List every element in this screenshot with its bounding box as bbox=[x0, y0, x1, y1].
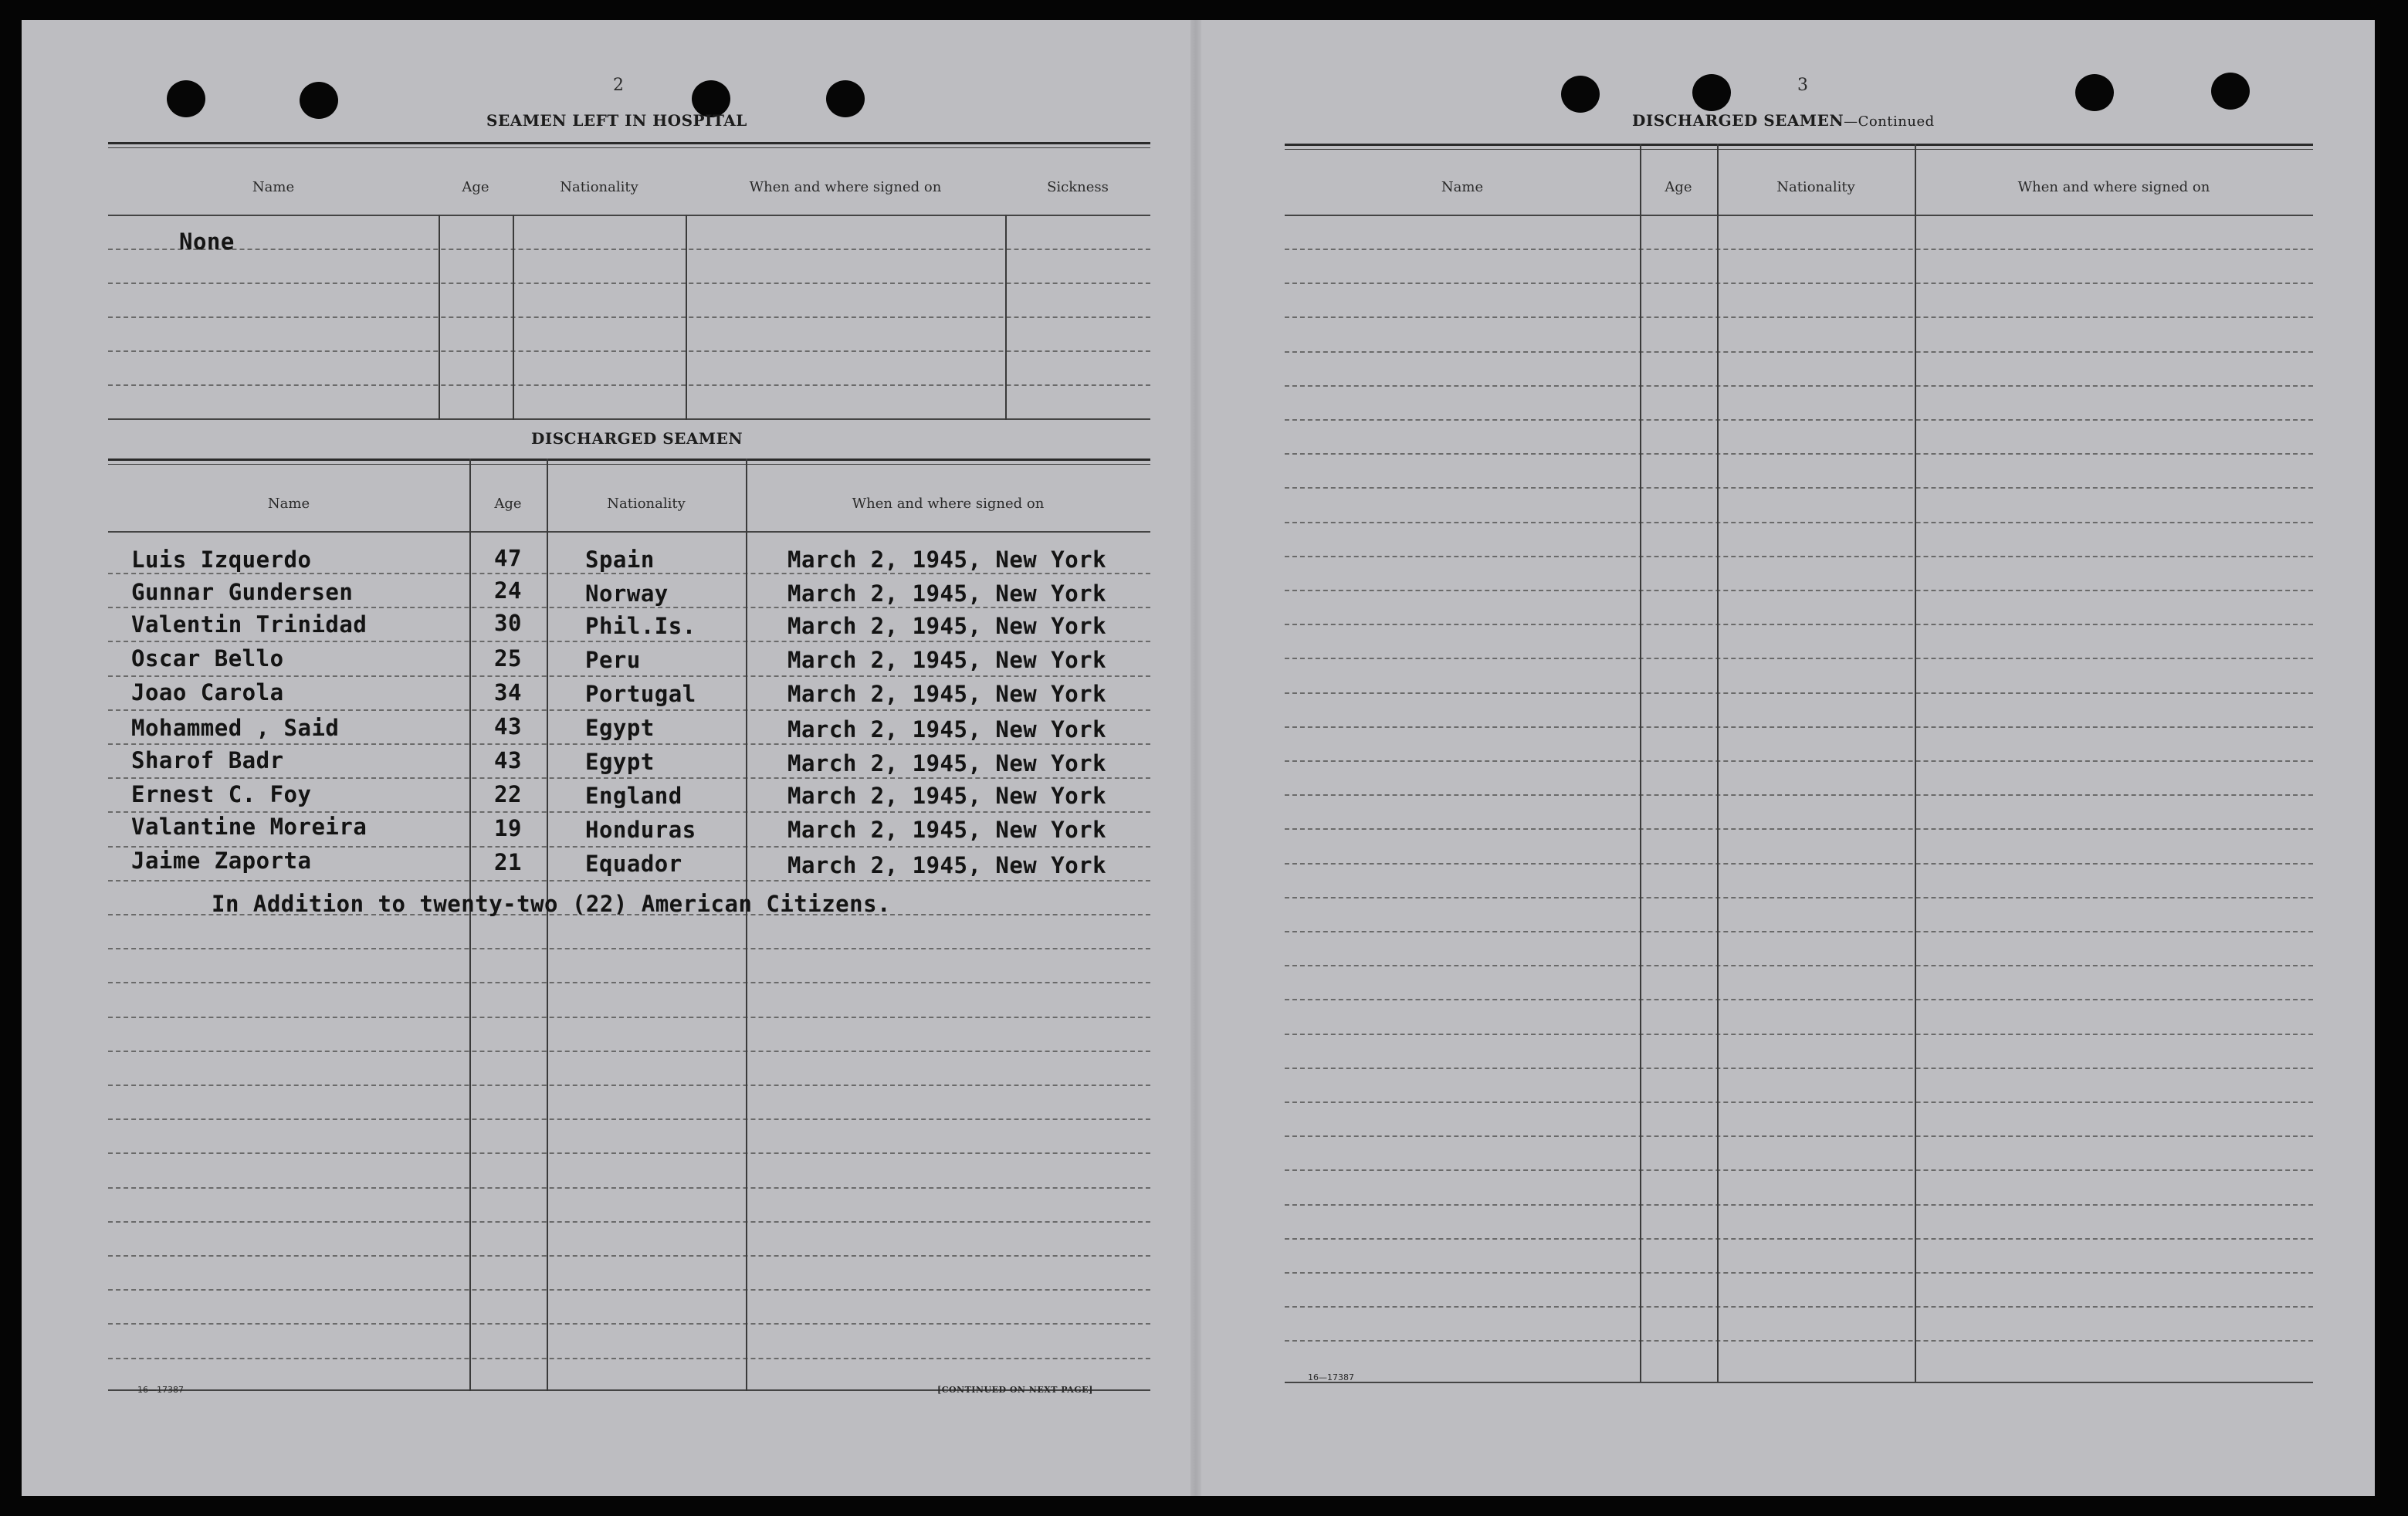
col-header-age: Age bbox=[462, 179, 489, 195]
row-nationality: Phil.Is. bbox=[585, 613, 696, 639]
col-header-signed-on: When and where signed on bbox=[749, 179, 942, 195]
row-age: 47 bbox=[494, 545, 522, 571]
row-signed-on: March 2, 1945, New York bbox=[787, 783, 1107, 809]
discharged-continued-title bbox=[1632, 111, 1935, 130]
ruled-line bbox=[108, 948, 1150, 949]
ruled-line bbox=[108, 1221, 1150, 1223]
form-number: 16—17387 bbox=[1308, 1372, 1354, 1382]
punch-hole bbox=[167, 80, 205, 117]
ruled-line bbox=[1285, 385, 2313, 387]
ruled-line bbox=[108, 1051, 1150, 1052]
ruled-line bbox=[1285, 453, 2313, 455]
ruled-line bbox=[108, 1255, 1150, 1257]
col-header-sickness: Sickness bbox=[1047, 179, 1109, 195]
ruled-line bbox=[1285, 760, 2313, 762]
ruled-line bbox=[1285, 1238, 2313, 1240]
discharged-title: DISCHARGED SEAMEN bbox=[531, 429, 743, 448]
row-nationality: Norway bbox=[585, 580, 669, 607]
ruled-line bbox=[1285, 828, 2313, 830]
col-header-age: Age bbox=[494, 496, 522, 512]
col-header-age: Age bbox=[1665, 179, 1692, 195]
page-number: 3 bbox=[1797, 76, 1808, 95]
ruled-line bbox=[1285, 1135, 2313, 1137]
col-header-signed-on: When and where signed on bbox=[2017, 179, 2210, 195]
ruled-line bbox=[1285, 726, 2313, 728]
col-header-signed-on: When and where signed on bbox=[852, 496, 1045, 512]
ruled-line bbox=[108, 709, 1150, 711]
row-nationality: Egypt bbox=[585, 715, 655, 741]
ruled-line bbox=[1285, 1101, 2313, 1103]
row-signed-on: March 2, 1945, New York bbox=[787, 681, 1107, 707]
punch-hole bbox=[2075, 74, 2114, 111]
row-age: 24 bbox=[494, 577, 522, 604]
col-header-name: Name bbox=[267, 496, 310, 512]
ruled-line bbox=[1285, 931, 2313, 932]
row-age: 19 bbox=[494, 815, 522, 841]
ruled-line bbox=[1285, 794, 2313, 796]
row-age: 22 bbox=[494, 781, 522, 807]
ruled-line bbox=[1285, 658, 2313, 659]
ruled-line bbox=[1285, 897, 2313, 898]
page-number: 2 bbox=[613, 76, 624, 95]
ruled-line bbox=[108, 743, 1150, 745]
row-signed-on: March 2, 1945, New York bbox=[787, 716, 1107, 743]
row-signed-on: March 2, 1945, New York bbox=[787, 852, 1107, 878]
ruled-line bbox=[108, 777, 1150, 779]
row-nationality: Honduras bbox=[585, 817, 696, 843]
title-text: DISCHARGED SEAMEN bbox=[1632, 111, 1844, 130]
punch-hole bbox=[1561, 76, 1600, 113]
ruled-line bbox=[108, 641, 1150, 642]
row-age: 43 bbox=[494, 713, 522, 739]
row-nationality: Egypt bbox=[585, 749, 655, 775]
col-header-nationality: Nationality bbox=[560, 179, 638, 195]
hospital-table bbox=[108, 142, 1150, 428]
ruled-line bbox=[1285, 965, 2313, 966]
ruled-line bbox=[108, 1289, 1150, 1291]
row-signed-on: March 2, 1945, New York bbox=[787, 647, 1107, 673]
ruled-line bbox=[108, 1017, 1150, 1018]
row-nationality: Peru bbox=[585, 647, 641, 673]
ruled-line bbox=[108, 1152, 1150, 1154]
row-name: Jaime Zaporta bbox=[131, 848, 312, 874]
row-nationality: Equador bbox=[585, 851, 682, 877]
row-signed-on: March 2, 1945, New York bbox=[787, 613, 1107, 639]
hospital-title: SEAMEN LEFT IN HOSPITAL bbox=[486, 111, 747, 130]
ruled-line bbox=[108, 1085, 1150, 1086]
col-header-name: Name bbox=[1441, 179, 1484, 195]
ruled-line bbox=[108, 1323, 1150, 1325]
ruled-line bbox=[1285, 624, 2313, 625]
row-signed-on: March 2, 1945, New York bbox=[787, 817, 1107, 843]
ruled-line bbox=[108, 607, 1150, 608]
ruled-line bbox=[1285, 1169, 2313, 1171]
ruled-line bbox=[108, 1118, 1150, 1120]
row-name: Oscar Bello bbox=[131, 645, 284, 672]
punch-hole bbox=[1692, 74, 1731, 111]
form-number: 16—17387 bbox=[137, 1385, 184, 1395]
ruled-line bbox=[1285, 1272, 2313, 1274]
row-signed-on: March 2, 1945, New York bbox=[787, 750, 1107, 777]
discharged-table bbox=[108, 459, 1150, 1392]
col-header-nationality: Nationality bbox=[607, 496, 686, 512]
punch-hole bbox=[300, 82, 338, 119]
row-name: Gunnar Gundersen bbox=[131, 579, 354, 605]
ruled-line bbox=[1285, 590, 2313, 591]
ruled-line bbox=[1285, 556, 2313, 557]
row-name: Mohammed , Said bbox=[131, 715, 340, 741]
ruled-line bbox=[1285, 351, 2313, 353]
discharged-continued-table bbox=[1285, 144, 2313, 1386]
ruled-line bbox=[108, 1358, 1150, 1359]
row-name: Joao Carola bbox=[131, 679, 284, 706]
ruled-line bbox=[1285, 283, 2313, 284]
row-signed-on: March 2, 1945, New York bbox=[787, 580, 1107, 607]
ruled-line bbox=[1285, 1068, 2313, 1069]
ruled-line bbox=[1285, 692, 2313, 694]
ruled-line bbox=[1285, 999, 2313, 1000]
row-age: 34 bbox=[494, 679, 522, 706]
ruled-line bbox=[1285, 863, 2313, 865]
ruled-line bbox=[108, 573, 1150, 574]
document-sheet bbox=[22, 20, 2375, 1496]
ruled-line bbox=[1285, 249, 2313, 250]
row-name: Valantine Moreira bbox=[131, 814, 367, 840]
ruled-line bbox=[108, 880, 1150, 882]
ruled-line bbox=[108, 982, 1150, 983]
row-name: Sharof Badr bbox=[131, 747, 284, 773]
ruled-line bbox=[1285, 487, 2313, 489]
row-age: 30 bbox=[494, 610, 522, 636]
ruled-line bbox=[108, 675, 1150, 677]
ruled-line bbox=[108, 1187, 1150, 1189]
ruled-line bbox=[1285, 522, 2313, 523]
row-nationality: Spain bbox=[585, 547, 655, 573]
row-nationality: Portugal bbox=[585, 681, 696, 707]
row-name: Ernest C. Foy bbox=[131, 781, 312, 807]
american-citizens-note: In Addition to twenty-two (22) American Citizens. bbox=[212, 891, 892, 917]
row-signed-on: March 2, 1945, New York bbox=[787, 547, 1107, 573]
page-fold bbox=[1190, 20, 1201, 1496]
ruled-line bbox=[1285, 1034, 2313, 1035]
row-name: Luis Izquerdo bbox=[131, 547, 312, 573]
ruled-line bbox=[1285, 419, 2313, 421]
row-age: 25 bbox=[494, 645, 522, 672]
col-header-name: Name bbox=[252, 179, 295, 195]
ruled-line bbox=[1285, 316, 2313, 318]
hospital-none-entry: None bbox=[179, 228, 235, 255]
title-suffix: —Continued bbox=[1844, 113, 1935, 130]
row-name: Valentin Trinidad bbox=[131, 611, 367, 638]
continued-note: [CONTINUED ON NEXT PAGE] bbox=[937, 1385, 1093, 1395]
punch-hole bbox=[826, 80, 865, 117]
ruled-line bbox=[1285, 1306, 2313, 1308]
ruled-line bbox=[1285, 1204, 2313, 1206]
ruled-line bbox=[1285, 1340, 2313, 1342]
row-age: 43 bbox=[494, 747, 522, 773]
punch-hole bbox=[2211, 73, 2250, 110]
row-age: 21 bbox=[494, 849, 522, 875]
col-header-nationality: Nationality bbox=[1776, 179, 1855, 195]
row-nationality: England bbox=[585, 783, 682, 809]
